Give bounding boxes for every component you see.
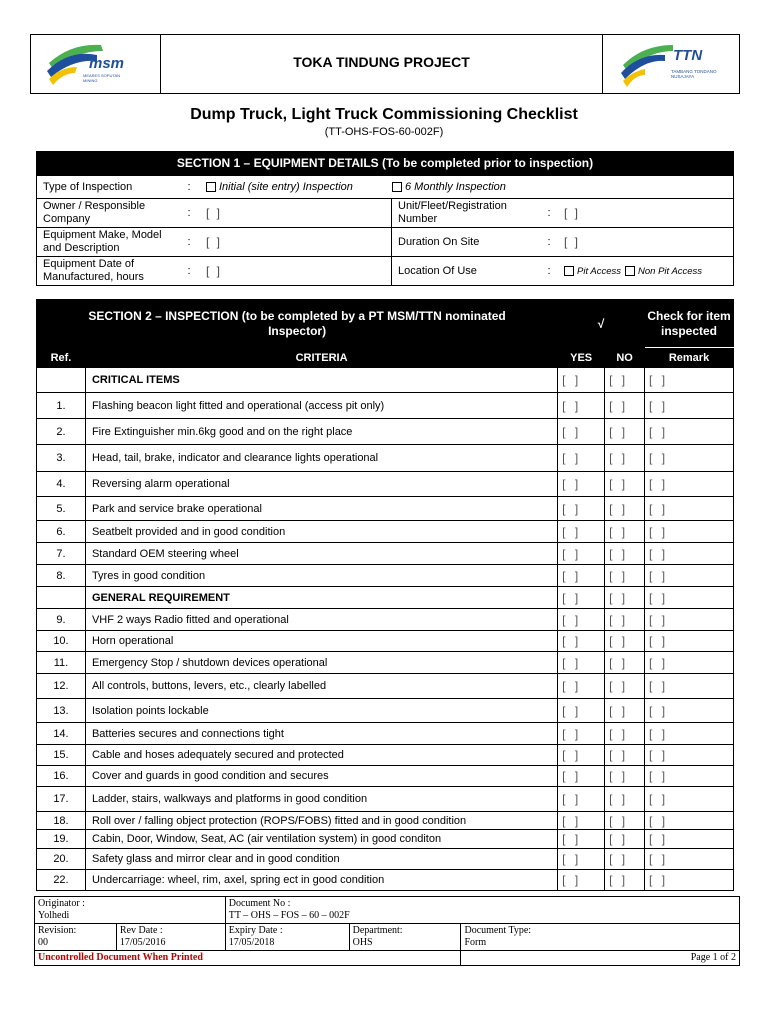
non-pit-access-label: Non Pit Access: [638, 265, 703, 277]
remark-field[interactable]: [ ]: [649, 769, 669, 783]
page-number: Page 1 of 2: [690, 952, 736, 963]
table-row: [37, 543, 734, 565]
no-checkbox[interactable]: [ ]: [609, 852, 629, 866]
table-row: [37, 565, 734, 587]
remark-field[interactable]: [ ]: [649, 634, 669, 648]
remark-field[interactable]: [ ]: [649, 813, 669, 828]
yes-checkbox[interactable]: [ ]: [562, 424, 582, 439]
criteria-text: Cabin, Door, Window, Seat, AC (air ventilation system) in good conditon: [85, 830, 557, 849]
no-checkbox[interactable]: [ ]: [609, 568, 629, 583]
yes-checkbox[interactable]: [ ]: [562, 501, 582, 516]
table-row: [37, 521, 734, 543]
no-checkbox[interactable]: [ ]: [609, 748, 629, 762]
criteria-text: Isolation points lockable: [85, 699, 557, 723]
docno-label: Document No :: [228, 898, 291, 909]
owner-field[interactable]: [ ]: [206, 206, 223, 220]
section1-equipment-details: [36, 151, 734, 286]
remark-field[interactable]: [ ]: [649, 832, 669, 846]
department-value: OHS: [352, 937, 373, 948]
ref-number: 6.: [37, 521, 86, 543]
table-row: [37, 849, 734, 870]
no-checkbox[interactable]: [ ]: [609, 703, 629, 718]
remark-field[interactable]: [ ]: [649, 590, 669, 605]
remark-field[interactable]: [ ]: [649, 568, 669, 583]
ref-number: 12.: [37, 674, 86, 699]
ref-number: 13.: [37, 699, 86, 723]
initial-inspection-label: Initial (site entry) Inspection: [219, 181, 353, 193]
criteria-text: Undercarriage: wheel, rim, axel, spring ect in good condition: [85, 870, 557, 891]
section2-inspection-table: [36, 299, 734, 891]
criteria-text: Park and service brake operational: [85, 497, 557, 521]
criteria-text: Flashing beacon light fitted and operational (access pit only): [85, 393, 557, 419]
uncontrolled-notice: Uncontrolled Document When Printed: [38, 952, 203, 963]
ref-number: 4.: [37, 472, 86, 497]
duration-label: Duration On Site: [398, 235, 480, 248]
no-checkbox[interactable]: [ ]: [609, 813, 629, 828]
date-label: Equipment Date of Manufactured, hours: [43, 258, 144, 283]
criteria-text: Head, tail, brake, indicator and clearance lights operational: [85, 445, 557, 472]
ref-number: 18.: [37, 812, 86, 830]
criteria-text: Standard OEM steering wheel: [85, 543, 557, 565]
yes-checkbox[interactable]: [ ]: [562, 373, 582, 387]
doctype-value: Form: [464, 937, 487, 948]
monthly-inspection-label: 6 Monthly Inspection: [405, 181, 506, 193]
colon: :: [187, 236, 191, 248]
yes-checkbox[interactable]: [ ]: [562, 634, 582, 648]
remark-field[interactable]: [ ]: [649, 612, 669, 627]
ref-header: Ref.: [37, 348, 86, 368]
pit-access-label: Pit Access: [577, 265, 621, 277]
remark-field[interactable]: [ ]: [649, 726, 669, 741]
expiry-label: Expiry Date :: [228, 925, 283, 936]
no-checkbox[interactable]: [ ]: [609, 501, 629, 516]
yes-checkbox[interactable]: [ ]: [562, 748, 582, 762]
location-label: Location Of Use: [398, 264, 477, 277]
no-checkbox[interactable]: [ ]: [609, 769, 629, 783]
no-checkbox[interactable]: [ ]: [609, 679, 629, 693]
ref-number: 15.: [37, 745, 86, 766]
yes-checkbox[interactable]: [ ]: [562, 451, 582, 465]
no-checkbox[interactable]: [ ]: [609, 634, 629, 648]
table-row: [37, 393, 734, 419]
ref-number: 1.: [37, 393, 86, 419]
yes-checkbox[interactable]: [ ]: [562, 679, 582, 693]
ttn-logo-text: TTN: [673, 47, 703, 64]
table-row: [37, 787, 734, 812]
make-label: Equipment Make, Model and Description: [43, 229, 162, 254]
ref-number: 2.: [37, 419, 86, 445]
no-checkbox[interactable]: [ ]: [609, 655, 629, 670]
yes-checkbox[interactable]: [ ]: [562, 568, 582, 583]
msm-logo: [31, 35, 161, 93]
docno-value: TT – OHS – FOS – 60 – 002F: [228, 910, 350, 921]
owner-label: Owner / Responsible Company: [43, 200, 146, 225]
yes-checkbox[interactable]: [ ]: [562, 873, 582, 887]
criteria-text: Cover and guards in good condition and secures: [85, 766, 557, 787]
remark-field[interactable]: [ ]: [649, 703, 669, 718]
no-checkbox[interactable]: [ ]: [609, 398, 629, 413]
table-row: [37, 419, 734, 445]
revision-value: 00: [38, 937, 48, 948]
yes-checkbox[interactable]: [ ]: [562, 524, 582, 539]
no-checkbox[interactable]: [ ]: [609, 873, 629, 887]
remark-field[interactable]: [ ]: [649, 451, 669, 465]
colon: :: [187, 181, 191, 193]
colon: :: [187, 207, 191, 219]
criteria-text: Fire Extinguisher min.6kg good and on the right place: [85, 419, 557, 445]
yes-checkbox[interactable]: [ ]: [562, 792, 582, 806]
criteria-text: Safety glass and mirror clear and in good condition: [85, 849, 557, 870]
colon: :: [187, 265, 191, 277]
section1-heading: SECTION 1 – EQUIPMENT DETAILS (To be completed prior to inspection): [37, 152, 733, 175]
section2-heading: SECTION 2 – INSPECTION (to be completed by a PT MSM/TTN nominated Inspector): [37, 300, 558, 348]
check-mark: √: [558, 300, 645, 348]
msm-logo-subtext: MEARES SOPUTAN MINING: [83, 73, 121, 83]
remark-field[interactable]: [ ]: [649, 655, 669, 670]
check-for-header: Check for item inspected: [645, 300, 734, 348]
remark-field[interactable]: [ ]: [649, 398, 669, 413]
ref-number: 16.: [37, 766, 86, 787]
general-requirement-row: [37, 587, 734, 609]
ref-number: 19.: [37, 830, 86, 849]
project-name: TOKA TINDUNG PROJECT: [293, 54, 470, 70]
remark-field[interactable]: [ ]: [649, 748, 669, 762]
criteria-text: Reversing alarm operational: [85, 472, 557, 497]
remark-field[interactable]: [ ]: [649, 546, 669, 561]
table-row: [37, 445, 734, 472]
yes-checkbox[interactable]: [ ]: [562, 852, 582, 866]
document-code: (TT-OHS-FOS-60-002F): [324, 126, 444, 138]
date-row: [37, 256, 733, 285]
colon: :: [547, 207, 551, 219]
critical-items-row: [37, 368, 734, 393]
yes-header: YES: [558, 348, 605, 368]
owner-row: [37, 198, 733, 227]
inspection-type-label: Type of Inspection: [43, 180, 133, 193]
table-row: [37, 723, 734, 745]
no-header: NO: [605, 348, 645, 368]
criteria-text: Batteries secures and connections tight: [85, 723, 557, 745]
yes-checkbox[interactable]: [ ]: [562, 655, 582, 670]
msm-logo-text: msm: [89, 55, 125, 72]
criteria-text: Seatbelt provided and in good condition: [85, 521, 557, 543]
non-pit-access-checkbox[interactable]: [625, 266, 635, 276]
table-row: [37, 497, 734, 521]
ref-number: 5.: [37, 497, 86, 521]
remark-field[interactable]: [ ]: [649, 852, 669, 866]
no-checkbox[interactable]: [ ]: [609, 451, 629, 465]
ref-number: 7.: [37, 543, 86, 565]
table-row: [37, 830, 734, 849]
doctype-label: Document Type:: [464, 925, 532, 936]
criteria-text: Ladder, stairs, walkways and platforms in good condition: [85, 787, 557, 812]
date-field[interactable]: [ ]: [206, 264, 223, 278]
table-row: [37, 812, 734, 830]
table-row: [37, 674, 734, 699]
table-row: [37, 870, 734, 891]
remark-field[interactable]: [ ]: [649, 524, 669, 539]
no-checkbox[interactable]: [ ]: [609, 546, 629, 561]
remark-field[interactable]: [ ]: [649, 373, 669, 387]
criteria-header: CRITERIA: [85, 348, 557, 368]
ref-number: 10.: [37, 631, 86, 652]
yes-checkbox[interactable]: [ ]: [562, 590, 582, 605]
yes-checkbox[interactable]: [ ]: [562, 813, 582, 828]
table-row: [37, 652, 734, 674]
make-field[interactable]: [ ]: [206, 235, 223, 249]
ref-number: 3.: [37, 445, 86, 472]
ref-number: 8.: [37, 565, 86, 587]
no-checkbox[interactable]: [ ]: [609, 612, 629, 627]
table-row: [37, 631, 734, 652]
monthly-inspection-checkbox[interactable]: [392, 182, 402, 192]
no-checkbox[interactable]: [ ]: [609, 792, 629, 806]
table-row: [37, 766, 734, 787]
unit-label: Unit/Fleet/Registration Number: [398, 200, 507, 225]
pit-access-checkbox[interactable]: [564, 266, 574, 276]
criteria-text: Horn operational: [85, 631, 557, 652]
remark-field[interactable]: [ ]: [649, 424, 669, 439]
initial-inspection-checkbox[interactable]: [206, 182, 216, 192]
revision-label: Revision:: [38, 925, 77, 936]
originator-value: Yolhedi: [38, 910, 70, 921]
ref-number: 14.: [37, 723, 86, 745]
yes-checkbox[interactable]: [ ]: [562, 398, 582, 413]
remark-field[interactable]: [ ]: [649, 477, 669, 491]
remark-field[interactable]: [ ]: [649, 792, 669, 806]
remark-header: Remark: [645, 348, 734, 368]
table-row: [37, 609, 734, 631]
expiry-value: 17/05/2018: [228, 937, 275, 948]
general-requirement-heading: GENERAL REQUIREMENT: [85, 587, 557, 609]
no-checkbox[interactable]: [ ]: [609, 424, 629, 439]
revdate-label: Rev Date :: [119, 925, 163, 936]
yes-checkbox[interactable]: [ ]: [562, 546, 582, 561]
page-title: Dump Truck, Light Truck Commissioning Checklist: [190, 106, 578, 123]
criteria-text: All controls, buttons, levers, etc., clearly labelled: [85, 674, 557, 699]
ttn-logo-subtext: TAMBANG TONDANO NUSAJAYA: [671, 69, 717, 79]
ref-number: 17.: [37, 787, 86, 812]
ttn-logo: [602, 35, 739, 93]
department-label: Department:: [352, 925, 403, 936]
no-checkbox[interactable]: [ ]: [609, 590, 629, 605]
ref-number: 9.: [37, 609, 86, 631]
document-header: [30, 34, 740, 94]
criteria-text: VHF 2 ways Radio fitted and operational: [85, 609, 557, 631]
no-checkbox[interactable]: [ ]: [609, 373, 629, 387]
remark-field[interactable]: [ ]: [649, 873, 669, 887]
yes-checkbox[interactable]: [ ]: [562, 703, 582, 718]
criteria-text: Emergency Stop / shutdown devices operational: [85, 652, 557, 674]
ref-number: 20.: [37, 849, 86, 870]
colon: :: [547, 236, 551, 248]
ref-number: 22.: [37, 870, 86, 891]
remark-field[interactable]: [ ]: [649, 501, 669, 516]
yes-checkbox[interactable]: [ ]: [562, 769, 582, 783]
remark-field[interactable]: [ ]: [649, 679, 669, 693]
ref-number: 11.: [37, 652, 86, 674]
revdate-value: 17/05/2016: [119, 937, 166, 948]
table-row: [37, 745, 734, 766]
document-footer: [34, 896, 740, 966]
critical-items-heading: CRITICAL ITEMS: [85, 368, 557, 393]
table-row: [37, 472, 734, 497]
criteria-text: Roll over / falling object protection (ROPS/FOBS) fitted and in good condition: [85, 812, 557, 830]
criteria-text: Tyres in good condition: [85, 565, 557, 587]
unit-field[interactable]: [ ]: [564, 206, 581, 220]
colon: :: [547, 265, 551, 277]
yes-checkbox[interactable]: [ ]: [562, 477, 582, 491]
duration-field[interactable]: [ ]: [564, 235, 581, 249]
yes-checkbox[interactable]: [ ]: [562, 726, 582, 741]
table-row: [37, 699, 734, 723]
make-row: [37, 227, 733, 256]
criteria-text: Cable and hoses adequately secured and protected: [85, 745, 557, 766]
yes-checkbox[interactable]: [ ]: [562, 832, 582, 846]
originator-label: Originator :: [38, 898, 85, 909]
no-checkbox[interactable]: [ ]: [609, 726, 629, 741]
no-checkbox[interactable]: [ ]: [609, 832, 629, 846]
inspection-type-row: [37, 175, 733, 198]
yes-checkbox[interactable]: [ ]: [562, 612, 582, 627]
no-checkbox[interactable]: [ ]: [609, 524, 629, 539]
no-checkbox[interactable]: [ ]: [609, 477, 629, 491]
